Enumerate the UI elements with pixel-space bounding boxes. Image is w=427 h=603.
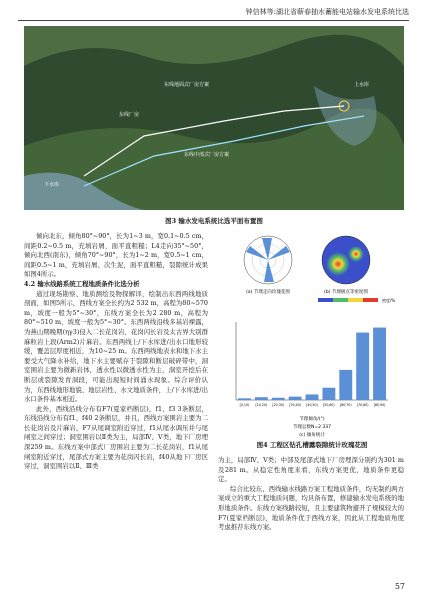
map-label-upper-reservoir: 上水库 [354, 82, 370, 88]
left-column [24, 232, 208, 472]
section-title: 4.2 输水线路系统工程地质条件比选分析 [24, 279, 140, 288]
bar [255, 397, 268, 400]
bar-tick-label: [30,40) [289, 403, 301, 407]
fig4-panel-b-label: (b) 节理极点等密度图 [324, 290, 368, 295]
fig4 [218, 230, 406, 440]
running-title: 钟信林等:湖北省蕲春抽水蓄能电站输水发电系统比选 [245, 8, 409, 16]
fig4-panel-a-label: (a) 节理走向玫瑰花图 [246, 290, 290, 295]
bar-tick-label: [80,90) [373, 403, 386, 407]
fig4-panel-c-label: (c) 倾角统计 [299, 433, 325, 438]
bar [238, 398, 251, 400]
bar [373, 328, 386, 400]
page-number: 57 [394, 582, 405, 591]
fig3-caption: 图3 输水发电系统比选平面布置图 [165, 217, 263, 225]
map-label-east-powerhouse: 东线厂房 [119, 112, 140, 118]
paragraph: 此外，西线沿线分布有F7(夏家档断层)，f1、f3 3条断层，东线沿线分布有f1、f40 2条断层，并且，西线方案围岩主要为二长花岗岩及片麻岩，F7从尾调室附近穿过，f1从尾水调压井与尾闸室之间穿过；洞室围岩以Ⅱ类为主，局部Ⅳ、Ⅴ类，地下厂房埋深259 m。东线方案中部式厂房围岩主要为二长花岗岩，f1从尾闸室附近穿过，尾部式方案主要为花岗闪长岩，f40从地下厂房区穿过，洞室围岩以Ⅱ、Ⅲ类 [24, 404, 208, 471]
paragraph: 综合比较东、西线输水线路方案工程地质条件，均无制约两方案成立的重大工程地质问题，均具备布置，修建输水发电系统的地形地质条件。东线方案线路较短，且主要建筑物避开了规模较大的F7(夏家档断层)，地质条件优于西线方案，因此从工程地质角度考虑推荐东线方案。 [218, 484, 404, 532]
map-figure [24, 26, 404, 210]
bar-note: 节理总数N=2 337 [292, 425, 332, 430]
bar-tick-label: [40,50) [306, 403, 318, 407]
bar-tick-label: [50,60) [323, 403, 335, 407]
bar-tick-label: [10,20) [255, 403, 268, 407]
paragraph: 倾向北东，倾角80°~90°，长为1~3 m，宽0.1~0.5 cm，间距0.2~0.5 m，充填岩屑，面平直粗糙；L4走向35°~50°，倾向北西(南东)，倾角70°~90°，长为1~2 m，宽0.5~1 cm，间距0.5~1 m，充填岩屑、次生泥，面平直粗糙，裂隙统计成果如图4所示。 [24, 232, 208, 279]
bar [322, 388, 335, 400]
map-label-surface-plan: 东线地面式厂房方案 [164, 82, 210, 88]
paragraph: 为主，局部Ⅳ、Ⅴ类；中部及尾部式地下厂房埋深分别约为301 m及281 m。从稳定性角度来看，东线方案更优，地质条件更稳定。 [218, 456, 404, 484]
bar [356, 333, 369, 400]
bar-tick-label: [70,80) [356, 403, 369, 407]
bar [306, 394, 319, 400]
map-label-middle-plan: 东线中部式厂房方案 [184, 152, 230, 158]
bar [272, 398, 285, 400]
fig4-caption: 图4 工程区钻孔槽露裂隙统计玫瑰花图 [256, 441, 368, 449]
bar-tick-label: [20,30) [272, 403, 285, 407]
bar-xlabel: 节理倾角/(°) [299, 417, 325, 422]
bar-tick-label: [60,70) [339, 403, 352, 407]
bar [339, 370, 352, 400]
map-label-lower-reservoir: 下水库 [44, 182, 60, 188]
paragraph: 通过现场勘察、地质测绘及物探解译，绘制出东西两线地质剖面，如图5所示，西线方案全长约为2 532 m，高程为80~570 m，坡度一般为5°~30°，东线方案全长为2 280 m，高程为80°~510 m，坡度一般为5°~30°。东西两线沿线多基岩裸露，为燕山期晚期(ηγ3)侵入二长花岗岩、花岗闪长岩及太古界大别群麻粒岩上段(Arm2)片麻岩。东西两线上/下水库进/出水口地形较缓，覆盖层厚度相近，为10~25 m。东西两线地表水和地下水主要受大气降水补给，地下水主要赋存于裂隙和断层破碎带中，洞室围岩主要为微新岩体，透水性以微透水性为主，洞室开挖后在断层或裂隙发育洞段，可能出现短时间涌水现象。综合评价认为，东西线地形地貌、地层岩性、水文地质条件，上/下水库进/出水口条件基本相近。 [24, 289, 208, 404]
legend-label: 密度/% [382, 298, 396, 303]
bar-tick-label: [0,10) [239, 403, 250, 407]
fig4-svg [218, 230, 406, 440]
map-svg [24, 26, 404, 210]
running-header [18, 6, 409, 21]
bar [289, 397, 302, 400]
right-column [218, 456, 404, 533]
